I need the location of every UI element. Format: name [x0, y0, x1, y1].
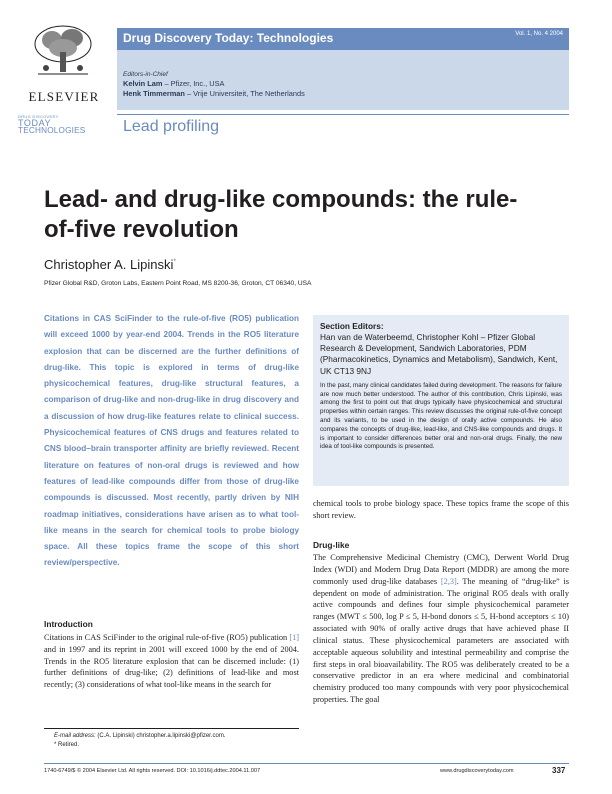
ddt-logo-small: DRUG DISCOVERY [18, 114, 59, 119]
publisher-name: ELSEVIER [28, 89, 100, 104]
editors-panel [117, 50, 569, 110]
editor-lam-affil: – Pfizer, Inc., USA [162, 79, 225, 88]
introduction-body [44, 632, 299, 691]
reference-link-2-3[interactable]: [2,3] [440, 576, 457, 586]
elsevier-tree-icon [28, 22, 98, 82]
section-editors-box [313, 315, 569, 486]
druglike-text-1: The Comprehensive Medicinal Chemistry (CMC), Derwent World Drug Index (WDI) and Modern Drug Data Report (MDDR) are among the more commonly used drug-like databases [313, 553, 569, 586]
reference-link-1[interactable]: [1] [289, 633, 299, 642]
footer-rule [44, 763, 569, 764]
author-mark: * [173, 258, 177, 266]
section-editors-text: In the past, many clinical candidates failed during development. The reasons for failure are now much better understood. The author of this contribution, Chris Lipinski, was among the first to point out that drugs typically have physicochemical and structural properties within certain ranges. This review discusses the original rule-of-five concept and its variants, to be used in the design of orally active compounds. He also compares the concepts of drug-like, lead-like, and CNS-like compounds and drugs. It is important to consider differences better oral and non-oral drugs. Finally, the new idea of tool-like compounds is presented. [320, 381, 562, 451]
author-line [44, 257, 176, 272]
article-title: Lead- and drug-like compounds: the rule-of-five revolution [44, 186, 518, 243]
continuation-text: chemical tools to probe biology space. These topics frame the scope of this short review. [313, 499, 569, 520]
druglike-heading: Drug-like [313, 540, 350, 550]
ddt-logo-today: TODAY [18, 118, 52, 128]
footnote-retired: * Retired. [54, 741, 80, 748]
editor-timmerman-affil: – Vrije Universiteit, The Netherlands [184, 89, 305, 98]
editor-timmerman-name: Henk Timmerman [123, 89, 185, 98]
introduction-heading: Introduction [44, 619, 93, 629]
journal-volume: Vol. 1, No. 4 2004 [515, 31, 563, 37]
footer-website[interactable]: www.drugdiscoverytoday.com [440, 768, 514, 774]
introduction-text-1: Citations in CAS SciFinder to the original rule-of-five (RO5) publication [44, 633, 290, 642]
editors-label: Editors-in-Chief [123, 71, 168, 78]
footnote-email [44, 732, 299, 741]
page-number: 337 [552, 766, 566, 775]
druglike-text-2: . The meaning of “drug-like” is dependent on mode of administration. The original RO5 deals with orally active compounds and defines four simple physicochemical parameter ranges (MWT ≤ 500, log P ≤ 5, H-bond donors ≤ 5, H-bond acceptors ≤ 10) associated with 90% of orally active drugs that have achieved phase II clinical status. These physicochemical parameters are associated with acceptable aqueous solubility and intestinal permeability and comprise the first steps in oral bioavailability. The RO5 was deliberately created to be a conservative predictor in an era where medicinal and combinatorial chemistry produced too many compounds with very poor physicochemical properties. The goal [313, 576, 569, 705]
journal-title: Drug Discovery Today: Technologies [123, 31, 334, 45]
elsevier-logo [18, 22, 110, 105]
journal-header [117, 28, 569, 50]
abstract: Citations in CAS SciFinder to the rule-of-five (RO5) publication will exceed 1000 by year-end 2004. Trends in the RO5 literature explosion that can be discerned are the further definitions of drug-like. This topic is explored in terms of drug-like physicochemical features, drug-like structural features, a comparison of drug-like and non-drug-like in drug discovery and a discussion of how drug-like features relate to clinical success. Physicochemical features of CNS drugs and features related to CNS blood–brain transporter affinity are briefly reviewed. Recent literature on features of non-oral drugs is reviewed and how features of lead-like compounds differ from those of drug-like compounds is discussed. Most recently, partly driven by NIH roadmap initiatives, considerations have arisen as to what tool-like means in the search for chemical tools to probe biology space. All these topics frame the scope of this short review/perspective. [44, 314, 299, 568]
section-editors-heading: Section Editors: [320, 321, 384, 331]
editor-lam-name: Kelvin Lam [123, 79, 163, 88]
editor-lam [123, 79, 569, 89]
section-editors-names: Han van de Waterbeemd, Christopher Kohl – Pfizer Global Research & Development, Sandwich Laboratories, PDM (Pharmacokinetics, Dynamics and Metabolism), Sandwich, Kent, UK CT13 9NJ [320, 332, 558, 376]
section-heading [117, 114, 569, 142]
section-label: Lead profiling [123, 118, 220, 135]
footer-copyright: 1740-6749/$ © 2004 Elsevier Ltd. All rights reserved. DOI: 10.1016/j.ddtec.2004.11.007 [44, 768, 261, 774]
druglike-body [313, 552, 569, 706]
email-label: E-mail address: [54, 733, 96, 739]
ddt-logo [18, 114, 110, 135]
editor-timmerman [123, 89, 569, 99]
ddt-logo-tech: TECHNOLOGIES [18, 126, 86, 135]
introduction-text-2: and in 1997 and its reprint in 2001 will exceed 1000 by the end of 2004. Trends in the RO5 literature explosion that can be discerned include: (1) further definitions of drug-like; (2) definitions of lead-like and most recently; (3) considerations of what tool-like means in the search for [44, 644, 299, 690]
author-name: Christopher A. Lipinski [44, 257, 174, 272]
email-text[interactable]: (C.A. Lipinski) christopher.a.lipinski@pfizer.com. [95, 733, 226, 739]
author-affiliation: Pfizer Global R&D, Groton Labs, Eastern Point Road, MS 8200-36, Groton, CT 06340, USA [44, 280, 312, 287]
footnotes [44, 728, 299, 749]
